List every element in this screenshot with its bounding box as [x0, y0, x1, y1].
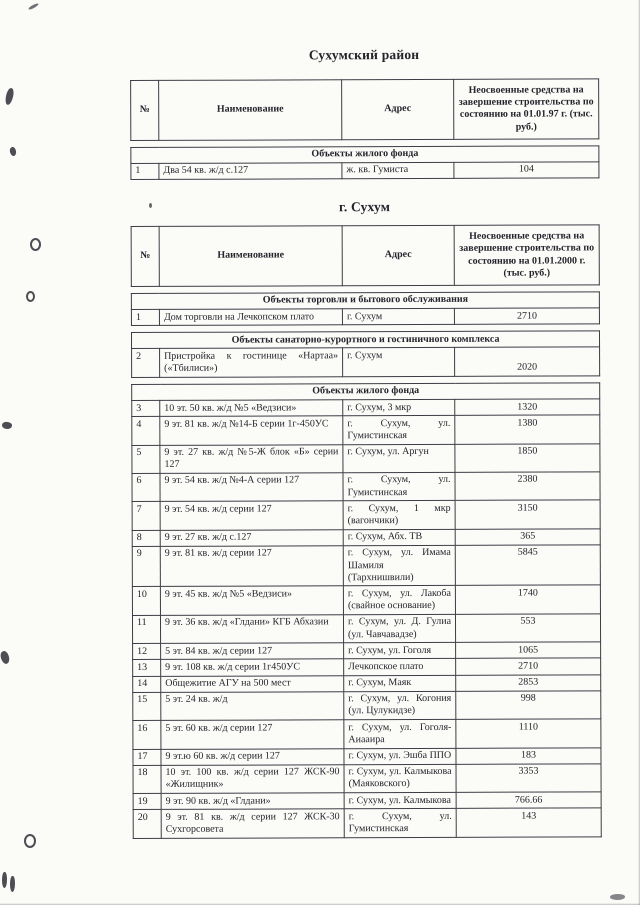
cell-addr: г. Сухум, 3 мкр — [343, 399, 455, 416]
cell-addr: г. Сухум, ул. Когония (ул. Цулукидзе) — [344, 691, 456, 720]
cell-amt: 766.66 — [456, 792, 601, 809]
cell-addr: г. Сухум, ул. Д. Гулиа (ул. Чавчавадзе) — [343, 614, 455, 643]
column-header-amount: Неосвоенные средства на завершение строительства по состоянию на 01.01.97 г. (тыс. руб.) — [454, 79, 599, 139]
cell-num: 13 — [133, 660, 161, 676]
cell-amt: 183 — [456, 747, 601, 764]
scan-artifact — [2, 421, 13, 429]
scan-artifact — [2, 872, 7, 888]
scan-artifact — [0, 650, 11, 665]
table-row — [133, 808, 601, 838]
cell-addr: г. Сухум, ул. Гоголя — [344, 643, 456, 660]
district-title: Сухумский район — [308, 46, 420, 63]
cell-name: 9 эт. 54 кв. ж/д №4-А серии 127 — [160, 473, 343, 502]
cell-num: 16 — [133, 721, 161, 749]
table-row — [131, 162, 599, 180]
cell-num: 18 — [133, 765, 161, 793]
scan-artifact — [610, 894, 625, 900]
table-section — [131, 382, 602, 838]
cell-addr: г. Сухум — [342, 308, 454, 325]
cell-amt: 104 — [454, 162, 599, 179]
cell-amt: 1380 — [455, 415, 600, 444]
cell-amt: 2853 — [456, 674, 601, 691]
cell-name: 9 эт.ю 60 кв. ж/д серии 127 — [161, 748, 344, 765]
cell-amt: 998 — [456, 691, 601, 720]
cell-num: 4 — [132, 417, 160, 445]
column-header-name: Наименование — [159, 80, 342, 140]
cell-name: 9 эт. 54 кв. ж/д серии 127 — [160, 501, 343, 530]
cell-amt: 1740 — [455, 585, 600, 614]
cell-addr: г. Сухум, ул. Калмыкова — [344, 792, 456, 809]
cell-num: 9 — [132, 546, 160, 587]
cell-name: 5 эт. 24 кв. ж/д — [161, 692, 344, 721]
cell-addr: г. Сухум, ул. Гоголя-Аиааира — [344, 719, 456, 748]
section-title: Объекты жилого фонда — [131, 146, 599, 164]
cell-num: 14 — [133, 676, 161, 692]
cell-addr: г. Сухум, Маяк — [344, 675, 456, 692]
cell-num: 6 — [132, 473, 160, 501]
header-row — [131, 79, 599, 140]
cell-amt: 1320 — [455, 399, 600, 416]
cell-amt: 143 — [456, 808, 601, 837]
scan-artifact — [24, 834, 36, 848]
cell-num: 7 — [132, 502, 160, 530]
cell-addr: г. Сухум, Абх. ТВ — [343, 529, 455, 546]
table-row — [133, 642, 601, 660]
section-title-row — [131, 146, 599, 164]
cell-addr: г. Сухум, ул. Гумистинская — [343, 472, 455, 501]
cell-addr: г. Сухум, ул. Лакоба (свайное основание) — [343, 586, 455, 615]
cell-name: Пристройка к гостинице «Нартаа» («Тбилиси») — [160, 348, 343, 377]
table-row — [133, 691, 601, 721]
table-row — [133, 674, 601, 692]
cell-name: 10 эт. 100 кв. ж/д серии 127 ЖСК-90 «Жилищник» — [161, 764, 344, 793]
table-section — [130, 145, 599, 180]
cell-addr: г. Сухум, ул. Гумистинская — [343, 416, 455, 445]
cell-amt: 2710 — [454, 308, 599, 325]
column-header-num: № — [131, 80, 159, 140]
table-row — [132, 585, 600, 615]
section-title-row — [131, 292, 599, 310]
scan-artifact — [30, 238, 41, 251]
cell-name: 9 эт. 45 кв. ж/д №5 «Ведзиси» — [160, 586, 343, 615]
cell-name: Дом торговли на Лечкопском плато — [159, 309, 342, 326]
scan-artifact — [9, 146, 17, 156]
section-title-row — [131, 331, 599, 349]
district-table-header — [130, 78, 599, 140]
cell-amt: 5845 — [455, 545, 600, 586]
table-section — [131, 291, 600, 326]
cell-num: 15 — [133, 692, 161, 720]
cell-name: Два 54 кв. ж/д с.127 — [159, 163, 342, 180]
table-row — [133, 658, 601, 676]
table-row — [132, 529, 600, 547]
cell-addr: г. Сухум, ул. Эшба ППО — [344, 748, 456, 765]
table-row — [132, 443, 600, 473]
city-title: г. Сухум — [338, 199, 391, 215]
cell-name: 10 эт. 50 кв. ж/д №5 «Ведзиси» — [160, 400, 343, 417]
cell-num: 19 — [133, 793, 161, 809]
cell-name: 9 эт. 81 кв. ж/д №14-Б серии 1г-450УС — [160, 416, 343, 445]
cell-amt: 2710 — [456, 658, 601, 675]
scan-artifact — [4, 87, 14, 105]
cell-name: 9 эт. 81 кв. ж/д серии 127 ЖСК-30 Сухгорсовета — [161, 809, 344, 838]
cell-addr: г. Сухум, ул. Калмыкова (Маяковского) — [344, 764, 456, 793]
cell-amt: 553 — [455, 614, 600, 643]
cell-amt: 2380 — [455, 472, 600, 501]
section-title: Объекты жилого фонда — [132, 383, 600, 401]
cell-num: 12 — [133, 644, 161, 660]
cell-num: 2 — [132, 349, 160, 377]
cell-name: 9 эт. 27 кв. ж/д №5-Ж блок «Б» серии 127 — [160, 444, 343, 473]
column-header-address: Адрес — [342, 79, 454, 139]
table-row — [132, 545, 600, 587]
cell-addr: г. Сухум, ул. Имама Шамиля (Тархнишвили) — [343, 545, 455, 586]
cell-num: 1 — [131, 163, 159, 179]
cell-name: 9 эт. 108 кв. ж/д серии 1г450УС — [161, 659, 344, 676]
document-content — [130, 46, 601, 838]
cell-amt: 2020 — [455, 347, 600, 376]
scan-artifact — [28, 3, 39, 11]
cell-amt: 1065 — [456, 642, 601, 659]
cell-addr: Лечкопское плато — [344, 659, 456, 676]
cell-amt: 1850 — [455, 443, 600, 472]
cell-num: 11 — [132, 615, 160, 643]
cell-addr: г. Сухум, ул. Гумистинская — [344, 809, 456, 838]
table-row — [132, 399, 600, 417]
column-header-num: № — [131, 227, 159, 287]
table-section — [131, 331, 600, 378]
table-row — [133, 747, 601, 765]
cell-num: 8 — [132, 530, 160, 546]
column-header-address: Адрес — [342, 225, 454, 285]
table-row — [131, 308, 599, 326]
cell-amt: 3150 — [455, 500, 600, 529]
section-title: Объекты торговли и бытового обслуживания — [131, 292, 599, 310]
table-row — [132, 415, 600, 445]
cell-name: 5 эт. 60 кв. ж/д серии 127 — [161, 720, 344, 749]
cell-num: 17 — [133, 749, 161, 765]
cell-addr: г. Сухум, 1 мкр (вагончики) — [343, 501, 455, 530]
table-row — [132, 472, 600, 502]
cell-amt: 3353 — [456, 764, 601, 793]
cell-name: Общежитие АГУ на 500 мест — [161, 675, 344, 692]
cell-name: 9 эт. 27 кв. ж/д с.127 — [160, 529, 343, 546]
section-title-row — [132, 383, 600, 401]
header-row — [131, 225, 599, 286]
section-title: Объекты санаторно-курортного и гостиничного комплекса — [131, 331, 599, 349]
cell-name: 9 эт. 90 кв. ж/д «Глдани» — [161, 793, 344, 810]
column-header-amount: Неосвоенные средства на завершение строительства по состоянию на 01.01.2000 г. (тыс. руб.) — [454, 225, 599, 285]
table-row — [133, 764, 601, 794]
table-row — [132, 500, 600, 530]
cell-name: 5 эт. 84 кв. ж/д серии 127 — [161, 643, 344, 660]
cell-amt: 365 — [455, 529, 600, 546]
scan-artifact — [26, 291, 35, 302]
table-row — [133, 719, 601, 749]
scan-artifact — [10, 876, 15, 892]
table-row — [132, 614, 600, 644]
cell-addr: ж. кв. Гумиста — [342, 162, 454, 179]
city-table-header — [131, 224, 600, 286]
cell-num: 5 — [132, 445, 160, 473]
city-table-body — [131, 291, 601, 838]
cell-name: 9 эт. 81 кв. ж/д серии 127 — [160, 546, 343, 587]
cell-addr: г. Сухум, ул. Аргун — [343, 444, 455, 473]
cell-amt: 1110 — [456, 719, 601, 748]
table-row — [132, 347, 600, 377]
district-table-body — [130, 145, 598, 180]
cell-num: 20 — [133, 810, 161, 838]
table-row — [133, 792, 601, 810]
cell-name: 9 эт. 36 кв. ж/д «Глдани» КГБ Абхазии — [160, 615, 343, 644]
cell-num: 3 — [132, 400, 160, 416]
cell-num: 1 — [131, 309, 159, 325]
column-header-name: Наименование — [159, 226, 342, 286]
cell-addr: г. Сухум — [343, 348, 455, 377]
cell-num: 10 — [132, 587, 160, 615]
